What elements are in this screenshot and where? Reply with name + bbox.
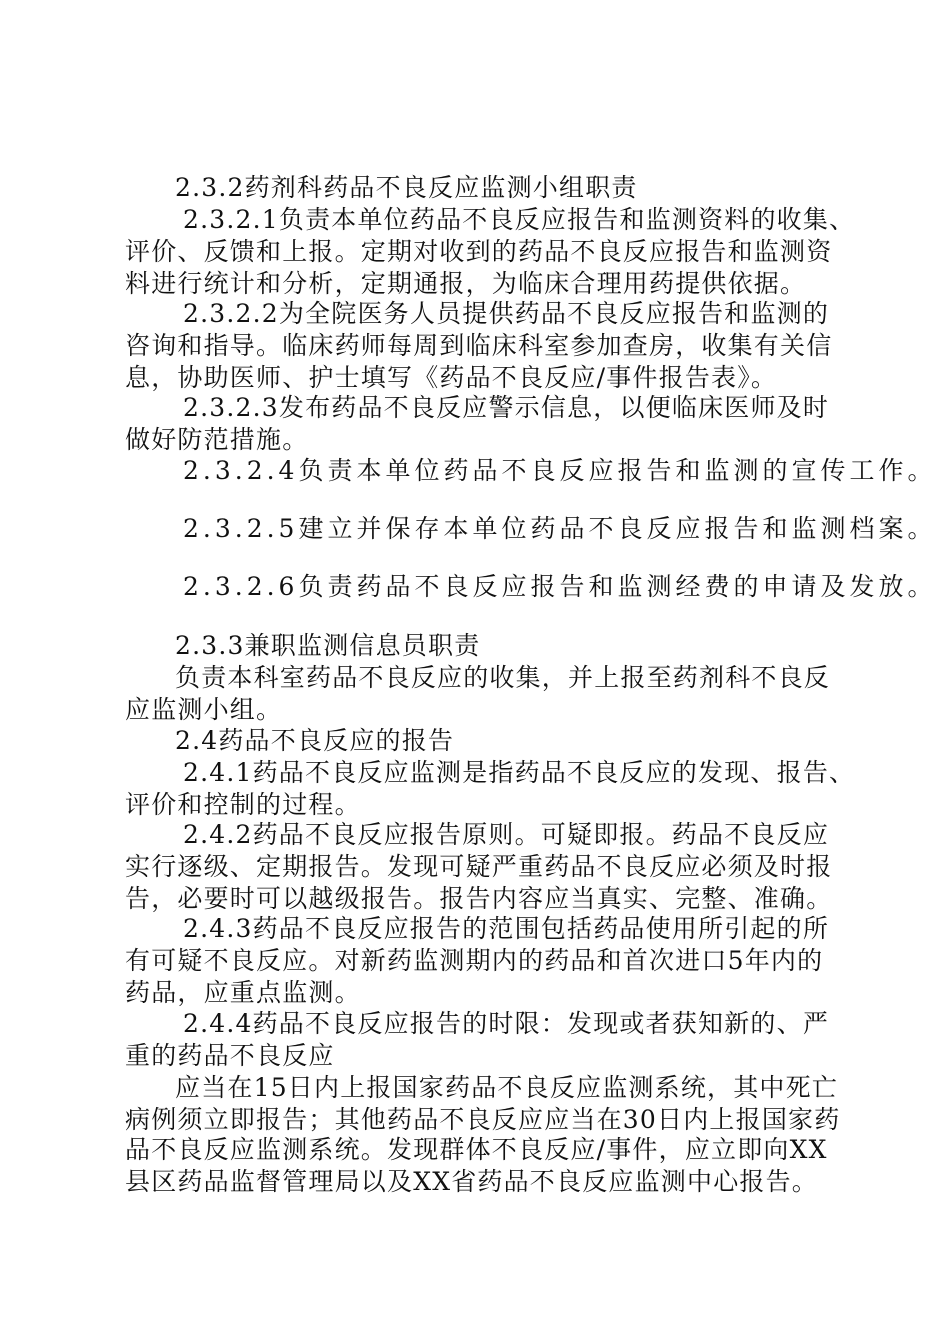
paragraph-line: 2.4.4药品不良反应报告的时限：发现或者获知新的、严	[183, 1009, 830, 1038]
paragraph-line: 2.3.2.3发布药品不良反应警示信息，以便临床医师及时	[183, 393, 830, 422]
section-heading-2-4: 2.4药品不良反应的报告	[175, 726, 455, 755]
paragraph-line: 料进行统计和分析，定期通报，为临床合理用药提供依据。	[125, 269, 807, 298]
paragraph-line: 2.4.3药品不良反应报告的范围包括药品使用所引起的所	[183, 914, 830, 943]
paragraph-line: 做好防范措施。	[125, 425, 309, 454]
paragraph-line: 评价、反馈和上报。定期对收到的药品不良反应报告和监测资	[125, 237, 833, 266]
paragraph-line: 县区药品监督管理局以及XX省药品不良反应监测中心报告。	[125, 1167, 818, 1196]
paragraph-line: 2.3.2.5建立并保存本单位药品不良反应报告和监测档案。	[183, 514, 937, 543]
paragraph-line: 病例须立即报告；其他药品不良反应应当在30日内上报国家药	[125, 1105, 841, 1134]
paragraph-line: 2.3.2.6负责药品不良反应报告和监测经费的申请及发放。	[183, 572, 937, 601]
paragraph-line: 实行逐级、定期报告。发现可疑严重药品不良反应必须及时报	[125, 852, 833, 881]
paragraph-line: 药品，应重点监测。	[125, 978, 361, 1007]
section-heading-2-3-3: 2.3.3兼职监测信息员职责	[175, 631, 481, 660]
paragraph-line: 2.4.2药品不良反应报告原则。可疑即报。药品不良反应	[183, 820, 830, 849]
paragraph-line: 有可疑不良反应。对新药监测期内的药品和首次进口5年内的	[125, 946, 824, 975]
paragraph-line: 2.3.2.4负责本单位药品不良反应报告和监测的宣传工作。	[183, 456, 937, 485]
paragraph-line: 品不良反应监测系统。发现群体不良反应/事件，应立即向XX	[125, 1135, 828, 1164]
paragraph-line: 咨询和指导。临床药师每周到临床科室参加查房，收集有关信	[125, 331, 833, 360]
paragraph-line: 2.4.1药品不良反应监测是指药品不良反应的发现、报告、	[183, 758, 856, 787]
paragraph-line: 告，必要时可以越级报告。报告内容应当真实、完整、准确。	[125, 884, 833, 913]
paragraph-line: 应当在15日内上报国家药品不良反应监测系统，其中死亡	[175, 1073, 839, 1102]
paragraph-line: 息，协助医师、护士填写《药品不良反应/事件报告表》。	[125, 363, 778, 392]
paragraph-line: 评价和控制的过程。	[125, 790, 361, 819]
paragraph-line: 重的药品不良反应	[125, 1041, 335, 1070]
paragraph-line: 负责本科室药品不良反应的收集，并上报至药剂科不良反	[175, 663, 831, 692]
paragraph-line: 应监测小组。	[125, 695, 283, 724]
section-heading-2-3-2: 2.3.2药剂科药品不良反应监测小组职责	[175, 173, 638, 202]
paragraph-line: 2.3.2.1负责本单位药品不良反应报告和监测资料的收集、	[183, 205, 856, 234]
paragraph-line: 2.3.2.2为全院医务人员提供药品不良反应报告和监测的	[183, 299, 830, 328]
